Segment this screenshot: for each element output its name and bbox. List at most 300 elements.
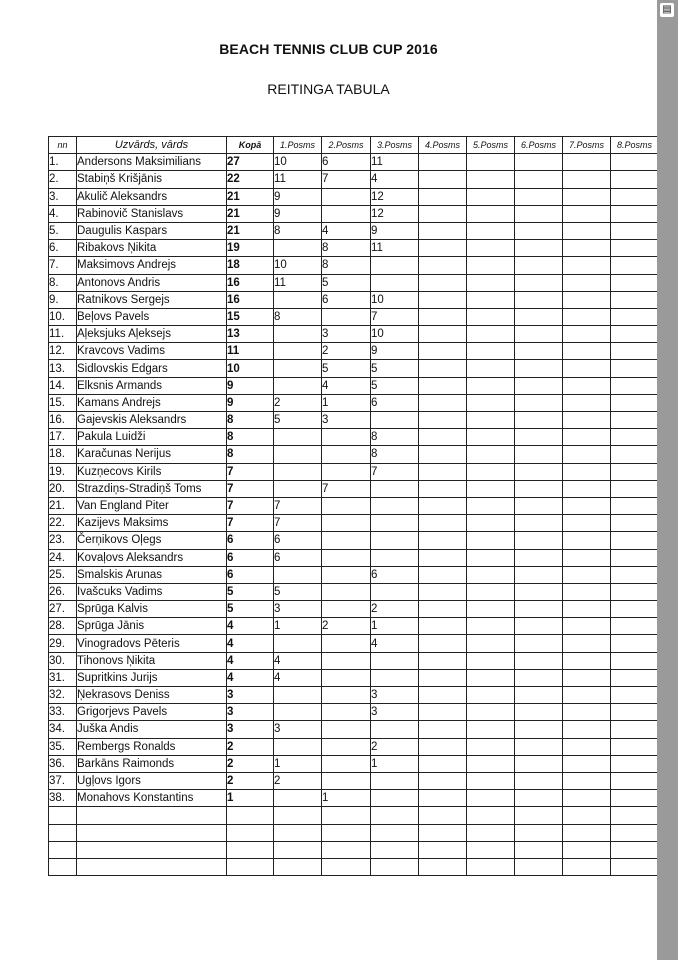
total-cell: 2	[227, 772, 274, 789]
stage-8-cell	[611, 446, 659, 463]
stage-7-cell	[563, 841, 611, 858]
stage-5-cell	[467, 205, 515, 222]
stage-1-cell	[274, 326, 322, 343]
total-cell: 1	[227, 790, 274, 807]
stage-5-cell	[467, 841, 515, 858]
stage-5-cell	[467, 291, 515, 308]
stage-7-cell	[563, 412, 611, 429]
stage-5-cell	[467, 824, 515, 841]
stage-4-cell	[419, 635, 467, 652]
rank-cell: 33.	[49, 704, 77, 721]
stage-5-cell	[467, 222, 515, 239]
stage-5-cell	[467, 360, 515, 377]
stage-2-cell: 3	[322, 412, 371, 429]
rank-cell: 14.	[49, 377, 77, 394]
stage-1-cell	[274, 480, 322, 497]
total-cell: 7	[227, 480, 274, 497]
stage-6-cell	[515, 618, 563, 635]
stage-7-cell	[563, 446, 611, 463]
stage-2-cell	[322, 858, 371, 875]
stage-4-cell	[419, 738, 467, 755]
stage-7-cell	[563, 429, 611, 446]
document-title: BEACH TENNIS CLUB CUP 2016	[219, 41, 438, 57]
stage-3-cell	[371, 257, 419, 274]
app-logo-icon: ▤	[660, 3, 674, 17]
stage-1-cell: 9	[274, 205, 322, 222]
stage-8-cell	[611, 326, 659, 343]
stage-5-cell	[467, 154, 515, 171]
stage-8-cell	[611, 790, 659, 807]
rank-cell: 11.	[49, 326, 77, 343]
stage-3-cell: 9	[371, 222, 419, 239]
table-row	[49, 515, 659, 532]
stage-3-cell	[371, 497, 419, 514]
stage-2-cell	[322, 583, 371, 600]
stage-4-cell	[419, 755, 467, 772]
table-row	[49, 188, 659, 205]
stage-7-cell	[563, 755, 611, 772]
name-cell: Antonovs Andris	[77, 274, 227, 291]
name-cell: Tihonovs Ņikita	[77, 652, 227, 669]
stage-7-cell	[563, 772, 611, 789]
stage-7-cell	[563, 532, 611, 549]
stage-8-cell	[611, 704, 659, 721]
header-stage-4: 4.Posms	[419, 137, 467, 154]
stage-4-cell	[419, 274, 467, 291]
stage-6-cell	[515, 772, 563, 789]
stage-6-cell	[515, 515, 563, 532]
stage-7-cell	[563, 635, 611, 652]
header-total: Kopā	[227, 137, 274, 154]
table-row	[49, 222, 659, 239]
stage-7-cell	[563, 652, 611, 669]
stage-7-cell	[563, 308, 611, 325]
rank-cell: 25.	[49, 566, 77, 583]
stage-8-cell	[611, 308, 659, 325]
stage-2-cell	[322, 446, 371, 463]
total-cell: 4	[227, 669, 274, 686]
stage-2-cell	[322, 566, 371, 583]
stage-2-cell	[322, 824, 371, 841]
total-cell: 3	[227, 687, 274, 704]
stage-7-cell	[563, 858, 611, 875]
table-row	[49, 154, 659, 171]
stage-7-cell	[563, 687, 611, 704]
name-cell: Čerņikovs Oļegs	[77, 532, 227, 549]
stage-1-cell	[274, 343, 322, 360]
table-row	[49, 257, 659, 274]
stage-4-cell	[419, 601, 467, 618]
rank-cell: 38.	[49, 790, 77, 807]
stage-3-cell	[371, 807, 419, 824]
stage-6-cell	[515, 755, 563, 772]
stage-6-cell	[515, 308, 563, 325]
stage-2-cell	[322, 652, 371, 669]
header-nn: nn	[49, 137, 77, 154]
total-cell: 5	[227, 583, 274, 600]
stage-7-cell	[563, 704, 611, 721]
stage-1-cell: 4	[274, 669, 322, 686]
table-row	[49, 308, 659, 325]
rank-cell: 16.	[49, 412, 77, 429]
total-cell: 2	[227, 738, 274, 755]
rank-cell: 1.	[49, 154, 77, 171]
total-cell: 18	[227, 257, 274, 274]
table-row	[49, 721, 659, 738]
stage-7-cell	[563, 394, 611, 411]
stage-2-cell	[322, 308, 371, 325]
stage-1-cell: 6	[274, 549, 322, 566]
stage-4-cell	[419, 394, 467, 411]
stage-8-cell	[611, 343, 659, 360]
stage-1-cell	[274, 446, 322, 463]
stage-3-cell: 6	[371, 394, 419, 411]
stage-2-cell	[322, 669, 371, 686]
stage-3-cell	[371, 532, 419, 549]
name-cell	[77, 807, 227, 824]
name-cell: Pakula Luidži	[77, 429, 227, 446]
table-row	[49, 583, 659, 600]
name-cell: Daugulis Kaspars	[77, 222, 227, 239]
table-row	[49, 497, 659, 514]
table-row	[49, 790, 659, 807]
table-row	[49, 858, 659, 875]
stage-3-cell: 12	[371, 188, 419, 205]
stage-6-cell	[515, 497, 563, 514]
stage-8-cell	[611, 687, 659, 704]
name-cell: Strazdiņs-Stradiņš Toms	[77, 480, 227, 497]
stage-8-cell	[611, 515, 659, 532]
total-cell: 21	[227, 222, 274, 239]
stage-5-cell	[467, 583, 515, 600]
stage-4-cell	[419, 721, 467, 738]
stage-5-cell	[467, 704, 515, 721]
stage-8-cell	[611, 738, 659, 755]
stage-5-cell	[467, 807, 515, 824]
total-cell: 8	[227, 429, 274, 446]
name-cell	[77, 858, 227, 875]
total-cell: 27	[227, 154, 274, 171]
total-cell: 6	[227, 566, 274, 583]
stage-1-cell: 7	[274, 497, 322, 514]
stage-5-cell	[467, 652, 515, 669]
stage-3-cell	[371, 652, 419, 669]
stage-2-cell	[322, 463, 371, 480]
rank-cell: 18.	[49, 446, 77, 463]
stage-4-cell	[419, 257, 467, 274]
stage-7-cell	[563, 257, 611, 274]
stage-7-cell	[563, 824, 611, 841]
total-cell: 21	[227, 188, 274, 205]
stage-2-cell: 2	[322, 618, 371, 635]
stage-4-cell	[419, 480, 467, 497]
table-row	[49, 601, 659, 618]
stage-8-cell	[611, 652, 659, 669]
stage-6-cell	[515, 429, 563, 446]
stage-5-cell	[467, 171, 515, 188]
name-cell: Ratnikovs Sergejs	[77, 291, 227, 308]
stage-6-cell	[515, 154, 563, 171]
name-cell: Stabiņš Krišjānis	[77, 171, 227, 188]
stage-1-cell	[274, 360, 322, 377]
stage-6-cell	[515, 601, 563, 618]
rank-cell: 9.	[49, 291, 77, 308]
stage-6-cell	[515, 824, 563, 841]
total-cell	[227, 824, 274, 841]
stage-4-cell	[419, 171, 467, 188]
header-name: Uzvārds, vārds	[77, 137, 227, 154]
total-cell: 3	[227, 721, 274, 738]
stage-6-cell	[515, 412, 563, 429]
stage-3-cell: 1	[371, 618, 419, 635]
name-cell: Aļeksjuks Aļeksejs	[77, 326, 227, 343]
stage-7-cell	[563, 738, 611, 755]
stage-4-cell	[419, 669, 467, 686]
header-stage-7: 7.Posms	[563, 137, 611, 154]
name-cell: Akulič Aleksandrs	[77, 188, 227, 205]
name-cell: Karačunas Nerijus	[77, 446, 227, 463]
stage-3-cell: 5	[371, 360, 419, 377]
stage-3-cell	[371, 841, 419, 858]
stage-3-cell: 3	[371, 704, 419, 721]
stage-1-cell	[274, 291, 322, 308]
stage-5-cell	[467, 446, 515, 463]
stage-4-cell	[419, 291, 467, 308]
stage-4-cell	[419, 205, 467, 222]
total-cell: 9	[227, 377, 274, 394]
stage-2-cell: 6	[322, 154, 371, 171]
stage-5-cell	[467, 463, 515, 480]
stage-2-cell: 8	[322, 240, 371, 257]
stage-4-cell	[419, 807, 467, 824]
stage-3-cell: 8	[371, 429, 419, 446]
stage-8-cell	[611, 807, 659, 824]
total-cell: 6	[227, 549, 274, 566]
stage-3-cell	[371, 412, 419, 429]
stage-5-cell	[467, 532, 515, 549]
stage-6-cell	[515, 377, 563, 394]
table-row	[49, 824, 659, 841]
stage-1-cell: 10	[274, 257, 322, 274]
rank-cell: 19.	[49, 463, 77, 480]
stage-8-cell	[611, 240, 659, 257]
stage-6-cell	[515, 635, 563, 652]
rank-cell: 29.	[49, 635, 77, 652]
stage-3-cell: 2	[371, 738, 419, 755]
name-cell: Van England Piter	[77, 497, 227, 514]
stage-1-cell	[274, 429, 322, 446]
table-row	[49, 394, 659, 411]
name-cell: Gajevskis Aleksandrs	[77, 412, 227, 429]
name-cell: Ribakovs Ņikita	[77, 240, 227, 257]
rank-cell: 8.	[49, 274, 77, 291]
stage-4-cell	[419, 360, 467, 377]
stage-1-cell	[274, 824, 322, 841]
stage-5-cell	[467, 755, 515, 772]
stage-8-cell	[611, 188, 659, 205]
stage-4-cell	[419, 687, 467, 704]
stage-4-cell	[419, 188, 467, 205]
stage-2-cell: 1	[322, 790, 371, 807]
stage-8-cell	[611, 618, 659, 635]
stage-4-cell	[419, 652, 467, 669]
stage-1-cell: 5	[274, 583, 322, 600]
stage-2-cell	[322, 807, 371, 824]
stage-3-cell: 10	[371, 291, 419, 308]
stage-4-cell	[419, 377, 467, 394]
name-cell: Sprūga Kalvis	[77, 601, 227, 618]
table-row	[49, 377, 659, 394]
stage-1-cell: 11	[274, 171, 322, 188]
stage-1-cell	[274, 841, 322, 858]
stage-4-cell	[419, 326, 467, 343]
stage-8-cell	[611, 755, 659, 772]
stage-1-cell	[274, 566, 322, 583]
stage-8-cell	[611, 274, 659, 291]
stage-3-cell: 5	[371, 377, 419, 394]
stage-2-cell: 5	[322, 274, 371, 291]
total-cell: 3	[227, 704, 274, 721]
table-row	[49, 841, 659, 858]
rank-cell: 13.	[49, 360, 77, 377]
stage-7-cell	[563, 669, 611, 686]
stage-8-cell	[611, 824, 659, 841]
stage-1-cell	[274, 635, 322, 652]
stage-4-cell	[419, 497, 467, 514]
stage-2-cell	[322, 205, 371, 222]
table-row	[49, 205, 659, 222]
rank-cell: 5.	[49, 222, 77, 239]
stage-3-cell: 4	[371, 635, 419, 652]
stage-1-cell	[274, 687, 322, 704]
stage-8-cell	[611, 291, 659, 308]
rank-cell: 37.	[49, 772, 77, 789]
stage-2-cell: 4	[322, 377, 371, 394]
stage-6-cell	[515, 790, 563, 807]
stage-8-cell	[611, 360, 659, 377]
name-cell: Supritkins Jurijs	[77, 669, 227, 686]
stage-4-cell	[419, 515, 467, 532]
total-cell: 7	[227, 497, 274, 514]
stage-8-cell	[611, 601, 659, 618]
total-cell	[227, 858, 274, 875]
stage-6-cell	[515, 480, 563, 497]
stage-8-cell	[611, 772, 659, 789]
name-cell: Maksimovs Andrejs	[77, 257, 227, 274]
rank-cell: 15.	[49, 394, 77, 411]
rank-cell: 22.	[49, 515, 77, 532]
stage-6-cell	[515, 463, 563, 480]
stage-2-cell: 3	[322, 326, 371, 343]
table-row	[49, 429, 659, 446]
stage-3-cell: 11	[371, 154, 419, 171]
stage-7-cell	[563, 566, 611, 583]
stage-7-cell	[563, 222, 611, 239]
stage-6-cell	[515, 549, 563, 566]
stage-3-cell: 3	[371, 687, 419, 704]
stage-8-cell	[611, 412, 659, 429]
rank-cell: 31.	[49, 669, 77, 686]
table-row	[49, 755, 659, 772]
stage-2-cell	[322, 515, 371, 532]
stage-4-cell	[419, 618, 467, 635]
stage-5-cell	[467, 858, 515, 875]
stage-7-cell	[563, 601, 611, 618]
stage-6-cell	[515, 394, 563, 411]
name-cell	[77, 824, 227, 841]
stage-7-cell	[563, 291, 611, 308]
stage-5-cell	[467, 772, 515, 789]
header-stage-3: 3.Posms	[371, 137, 419, 154]
stage-5-cell	[467, 343, 515, 360]
stage-5-cell	[467, 429, 515, 446]
total-cell: 2	[227, 755, 274, 772]
table-row	[49, 360, 659, 377]
stage-6-cell	[515, 291, 563, 308]
stage-6-cell	[515, 532, 563, 549]
stage-4-cell	[419, 841, 467, 858]
stage-2-cell: 5	[322, 360, 371, 377]
name-cell	[77, 841, 227, 858]
stage-8-cell	[611, 532, 659, 549]
stage-5-cell	[467, 515, 515, 532]
name-cell: Ivašcuks Vadims	[77, 583, 227, 600]
stage-4-cell	[419, 343, 467, 360]
rank-cell	[49, 807, 77, 824]
header-stage-6: 6.Posms	[515, 137, 563, 154]
total-cell: 13	[227, 326, 274, 343]
total-cell: 4	[227, 635, 274, 652]
stage-6-cell	[515, 240, 563, 257]
name-cell: Ņekrasovs Deniss	[77, 687, 227, 704]
rank-cell: 30.	[49, 652, 77, 669]
stage-1-cell	[274, 704, 322, 721]
stage-4-cell	[419, 222, 467, 239]
stage-6-cell	[515, 583, 563, 600]
stage-8-cell	[611, 721, 659, 738]
stage-8-cell	[611, 497, 659, 514]
stage-6-cell	[515, 566, 563, 583]
total-cell: 4	[227, 652, 274, 669]
stage-6-cell	[515, 222, 563, 239]
stage-8-cell	[611, 858, 659, 875]
total-cell: 10	[227, 360, 274, 377]
stage-5-cell	[467, 394, 515, 411]
total-cell: 9	[227, 394, 274, 411]
stage-2-cell	[322, 721, 371, 738]
stage-3-cell	[371, 858, 419, 875]
stage-5-cell	[467, 790, 515, 807]
stage-7-cell	[563, 343, 611, 360]
stage-5-cell	[467, 377, 515, 394]
stage-2-cell	[322, 635, 371, 652]
stage-5-cell	[467, 635, 515, 652]
name-cell: Grigorjevs Pavels	[77, 704, 227, 721]
rank-cell: 20.	[49, 480, 77, 497]
stage-1-cell: 2	[274, 772, 322, 789]
name-cell: Ugļovs Igors	[77, 772, 227, 789]
rank-cell	[49, 824, 77, 841]
stage-7-cell	[563, 154, 611, 171]
total-cell: 4	[227, 618, 274, 635]
stage-6-cell	[515, 188, 563, 205]
stage-7-cell	[563, 618, 611, 635]
table-row	[49, 412, 659, 429]
document-subtitle: REITINGA TABULA	[267, 81, 390, 97]
stage-4-cell	[419, 463, 467, 480]
name-cell: Monahovs Konstantins	[77, 790, 227, 807]
stage-2-cell	[322, 841, 371, 858]
